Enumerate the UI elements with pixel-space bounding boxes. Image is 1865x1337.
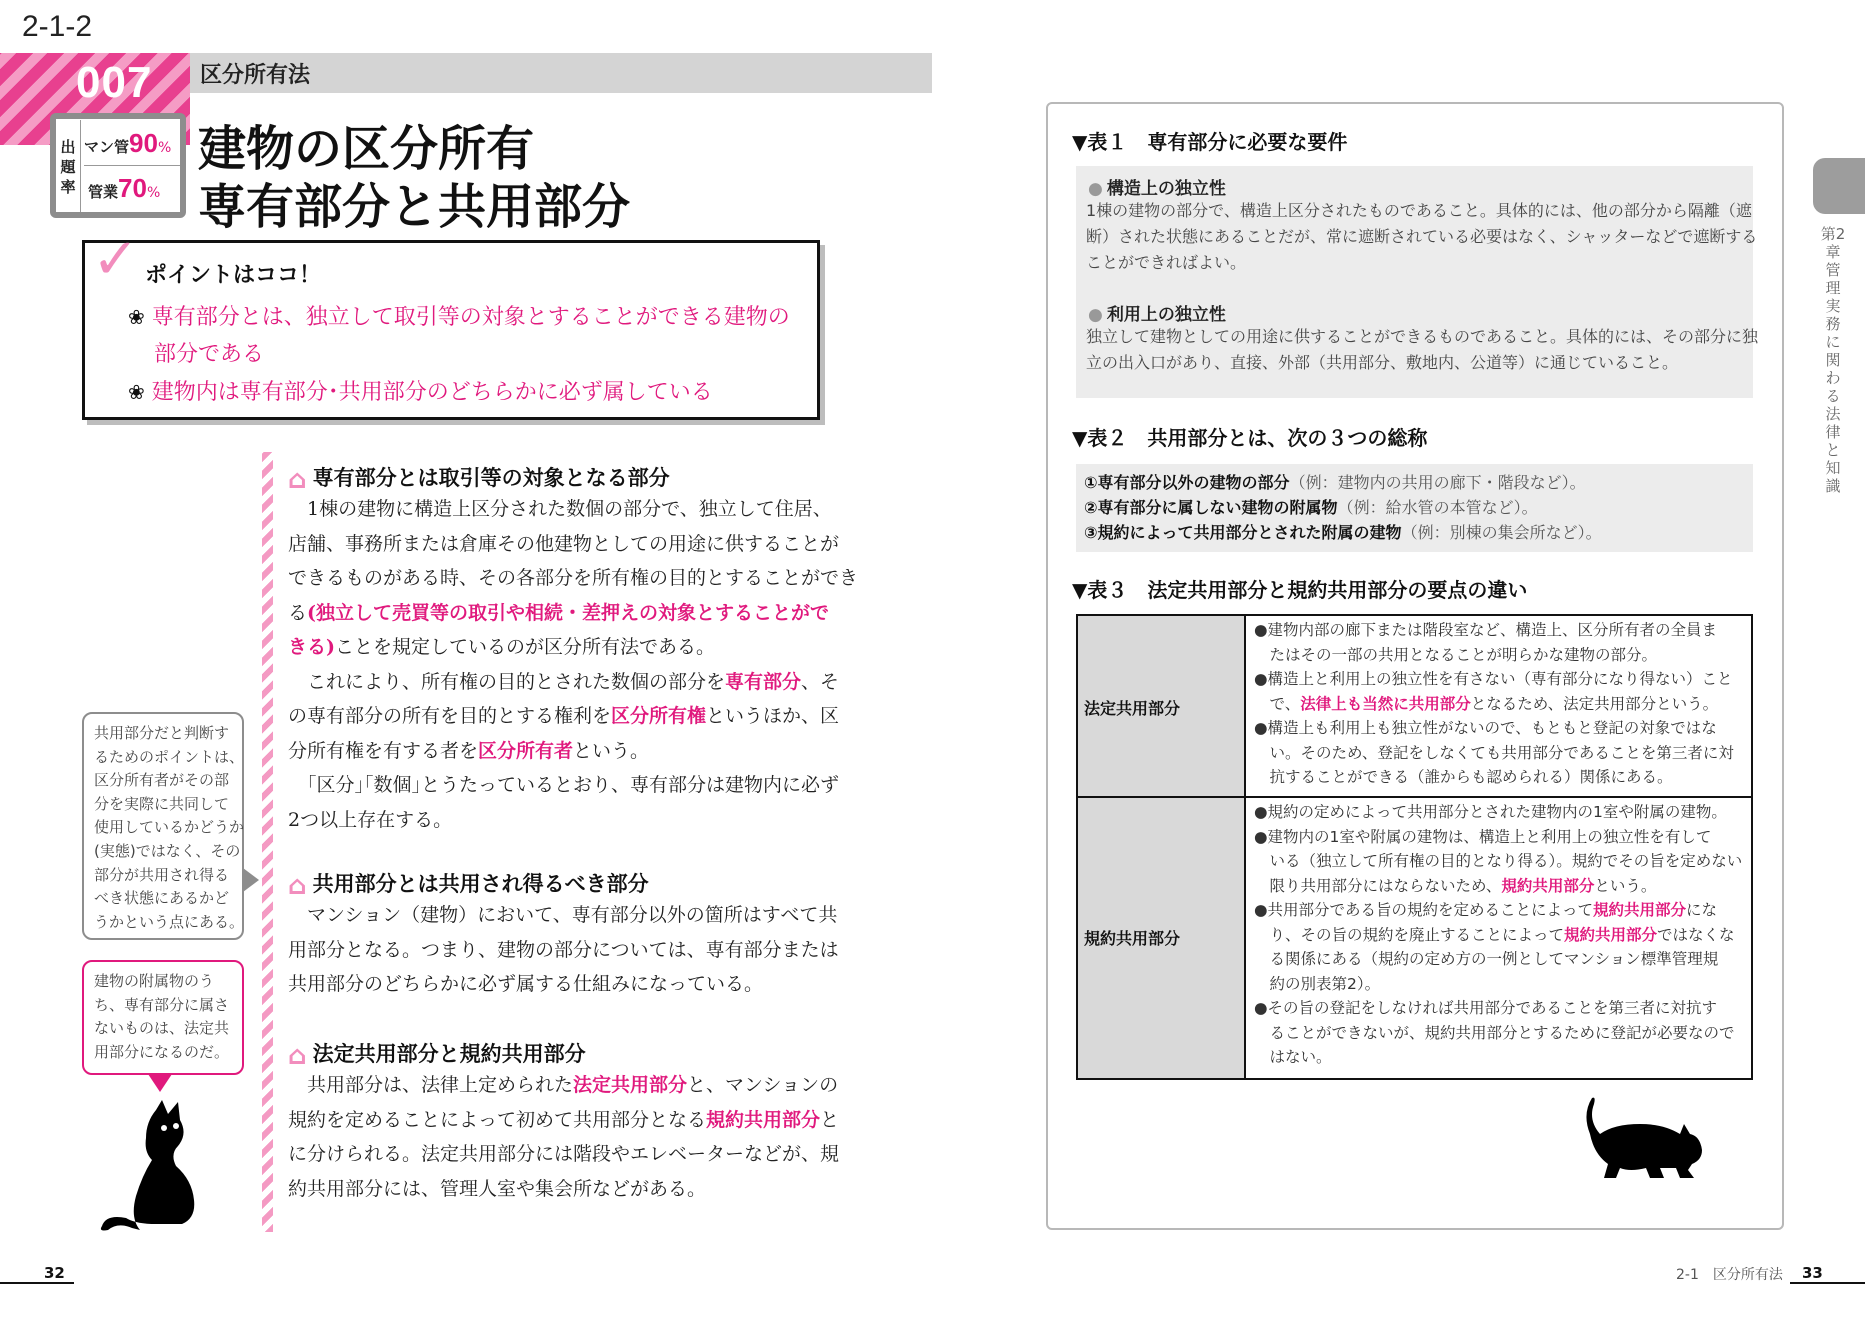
text-run: 、そ bbox=[801, 670, 840, 693]
text-run: る bbox=[288, 601, 308, 624]
note-line: (実態)ではなく、その bbox=[94, 841, 241, 860]
keyword: 規約共用部分 bbox=[1564, 925, 1658, 944]
text-run: いる（独立して所有権の目的となり得る）。規約でその旨を定めない bbox=[1254, 852, 1743, 870]
requirement-line: 独立して建物としての用途に供することができるものであること。具体的には、その部分に独 bbox=[1086, 327, 1759, 346]
exam-rate-value: 90 bbox=[129, 128, 158, 158]
house-icon: ⌂ bbox=[288, 1041, 307, 1071]
cat-illustration bbox=[96, 1100, 226, 1235]
note-line: るためのポイントは、 bbox=[94, 747, 245, 766]
table-heading: ▼表１ 専有部分に必要な要件 bbox=[1072, 130, 1348, 154]
keyword: 法定共用部分 bbox=[573, 1074, 688, 1096]
requirement-line: 1棟の建物の部分で、構造上区分されたものであること。具体的には、他の部分から隔離（遮 bbox=[1086, 201, 1752, 220]
body-line bbox=[288, 699, 858, 734]
exam-rate-label: 出題率 bbox=[60, 138, 76, 196]
requirement-line: 断）された状態にあることだが、常に遮断されている必要はなく、シャッターなどで遮断する bbox=[1086, 227, 1758, 246]
house-icon: ⌂ bbox=[288, 871, 307, 901]
table2-list bbox=[1084, 470, 1602, 545]
list-item bbox=[1084, 470, 1602, 495]
keyword: 専有部分 bbox=[725, 670, 802, 693]
text-run: 共用部分は、法律上定められた bbox=[288, 1074, 574, 1096]
table-cell-line bbox=[1254, 996, 1742, 1021]
topic-label: 区分所有法 bbox=[200, 63, 311, 88]
note-line: べき状態にあるかど bbox=[94, 889, 230, 908]
section-body bbox=[288, 1068, 839, 1206]
side-note bbox=[82, 960, 244, 1075]
table-cell-line bbox=[1254, 643, 1734, 668]
table-cell-line bbox=[1254, 825, 1742, 850]
text-run: 約の別表第2）。 bbox=[1254, 974, 1381, 993]
page-number: 32 bbox=[44, 1264, 65, 1282]
house-icon: ⌂ bbox=[288, 465, 307, 495]
text-run: り、その旨の規約を廃止することによって bbox=[1254, 925, 1565, 944]
table-cell-line bbox=[1254, 849, 1742, 874]
keyword: 規約共用部分 bbox=[706, 1108, 821, 1131]
text-run: というほか、区 bbox=[706, 705, 840, 727]
text-run: ●構造上と利用上の独立性を有さない（専有部分になり得ない）こと bbox=[1254, 670, 1733, 688]
list-item-example: （例：建物内の共用の廊下・階段など）。 bbox=[1289, 473, 1586, 492]
table-heading: ▼表２ 共用部分とは、次の３つの総称 bbox=[1072, 426, 1428, 450]
requirement-title-text: 利用上の独立性 bbox=[1106, 305, 1226, 325]
text-run: マンション（建物）において、専有部分以外の箇所はすべて共 bbox=[288, 904, 838, 926]
exam-rate-unit: % bbox=[157, 140, 172, 156]
keyword: (独立して売買等の取引や相続・差押えの対象とすることがで bbox=[307, 601, 830, 624]
page-title: 建物の区分所有 bbox=[198, 121, 535, 177]
table-cell-line bbox=[1254, 618, 1734, 643]
footer-section-label: 2-1 区分所有法 bbox=[1676, 1267, 1783, 1283]
note-line: 用部分になるのだ。 bbox=[94, 1042, 230, 1061]
body-line bbox=[288, 561, 858, 596]
section-heading bbox=[288, 1038, 586, 1071]
list-item-term: ②専有部分に属しない建物の附属物 bbox=[1084, 498, 1338, 517]
list-item bbox=[1084, 520, 1602, 545]
body-line bbox=[288, 1068, 839, 1103]
text-run: ことを規定しているのが区分所有法である。 bbox=[335, 636, 716, 658]
keyword: 規約共用部分 bbox=[1593, 901, 1687, 919]
body-line bbox=[288, 768, 858, 803]
list-item-term: ①専有部分以外の建物の部分 bbox=[1084, 473, 1290, 492]
table-cell bbox=[1254, 618, 1734, 790]
text-run: 分所有権を有する者を bbox=[288, 739, 479, 762]
requirement-title-text: 構造上の独立性 bbox=[1106, 179, 1226, 199]
section-heading-text: 共用部分とは共用され得るべき部分 bbox=[312, 872, 649, 896]
point-box-title: ポイントはココ！ bbox=[145, 263, 322, 288]
exam-rate-unit: % bbox=[146, 185, 161, 201]
text-run: で、 bbox=[1254, 694, 1301, 713]
row-label-text: 法定共用部分 bbox=[1084, 699, 1181, 718]
table-row-label bbox=[1078, 798, 1246, 1078]
text-run: ●建物内の1室や附属の建物は、構造上と利用上の独立性を有して bbox=[1254, 827, 1712, 846]
body-line bbox=[288, 933, 839, 968]
text-run: と、マンションの bbox=[687, 1074, 839, 1096]
point-item bbox=[128, 375, 713, 406]
note-line: 区分所有者がその部 bbox=[94, 771, 230, 790]
section-code: 2-1-2 bbox=[22, 10, 93, 43]
text-run: ●構造上も利用上も独立性がないので、もともと登記の対象ではな bbox=[1254, 719, 1717, 737]
text-run: 用部分となる。つまり、建物の部分については、専有部分または bbox=[288, 938, 839, 961]
section-heading bbox=[288, 868, 649, 901]
paw-icon: ❀ bbox=[128, 380, 145, 404]
text-run: ●建物内部の廊下または階段室など、構造上、区分所有者の全員ま bbox=[1254, 621, 1718, 639]
row-label-text: 規約共用部分 bbox=[1084, 929, 1181, 948]
note-line: 共用部分だと判断す bbox=[94, 724, 230, 742]
requirement-line: 立の出入口があり、直接、外部（共用部分、敷地内、公道等）に通じていること。 bbox=[1086, 353, 1679, 372]
text-run: となるため、法定共用部分という。 bbox=[1470, 694, 1719, 713]
text-run: 規約を定めることによって初めて共用部分となる bbox=[288, 1108, 707, 1131]
body-line bbox=[288, 967, 839, 1002]
table-cell-line bbox=[1254, 765, 1734, 790]
note-line: 建物の附属物のう bbox=[94, 972, 215, 990]
divider bbox=[1246, 796, 1752, 798]
paw-icon: ❀ bbox=[128, 305, 145, 329]
requirement-title bbox=[1088, 300, 1226, 325]
table-heading: ▼表３ 法定共用部分と規約共用部分の要点の違い bbox=[1072, 578, 1528, 602]
requirement-text bbox=[1086, 198, 1757, 276]
table-cell-line bbox=[1254, 947, 1742, 972]
check-icon: ✓ bbox=[92, 227, 139, 292]
divider bbox=[80, 120, 81, 212]
text-run: という。 bbox=[1594, 876, 1657, 895]
speech-tail bbox=[148, 1074, 172, 1092]
table-cell bbox=[1254, 800, 1742, 1070]
bullet-icon: ● bbox=[1088, 305, 1103, 325]
body-line bbox=[288, 734, 858, 769]
text-run: という。 bbox=[573, 739, 650, 762]
exam-rate-name: 管業 bbox=[88, 183, 119, 201]
section-body bbox=[288, 492, 858, 837]
note-line: 使用しているかどうか bbox=[94, 818, 245, 837]
section-heading bbox=[288, 462, 670, 495]
text-run: ることができないが、規約共用部分とするために登記が必要なので bbox=[1254, 1023, 1735, 1042]
text-run: 店舗、事務所または倉庫その他建物としての用途に供することが bbox=[288, 532, 840, 555]
table-cell-line bbox=[1254, 667, 1734, 692]
table-cell-line bbox=[1254, 716, 1734, 741]
table-cell-line bbox=[1254, 1021, 1742, 1046]
table-cell-line bbox=[1254, 741, 1734, 766]
text-run: ではなくな bbox=[1657, 925, 1735, 944]
note-line: 分を実際に共同して bbox=[94, 794, 230, 813]
text-run: できるものがある時、その各部分を所有権の目的とすることができ bbox=[288, 567, 859, 589]
keyword: 法律上も当然に共用部分 bbox=[1300, 694, 1471, 713]
text-run: にな bbox=[1686, 901, 1718, 919]
body-line bbox=[288, 1137, 839, 1172]
body-line bbox=[288, 665, 858, 700]
section-heading-text: 法定共用部分と規約共用部分 bbox=[312, 1042, 586, 1066]
text-run: と bbox=[820, 1108, 840, 1131]
page-subtitle: 専有部分と共用部分 bbox=[198, 179, 631, 235]
comparison-table bbox=[1076, 614, 1753, 1080]
exam-rate-value: 70 bbox=[118, 173, 147, 203]
keyword: きる) bbox=[288, 636, 335, 658]
table-cell-line bbox=[1254, 800, 1742, 825]
requirement-line: ことができればよい。 bbox=[1086, 253, 1247, 272]
note-line: ないものは、法定共 bbox=[94, 1019, 230, 1038]
requirement-title bbox=[1088, 174, 1226, 199]
exam-rate-row bbox=[84, 128, 171, 159]
text-run: の専有部分の所有を目的とする権利を bbox=[288, 705, 612, 727]
list-item-term: ③規約によって共用部分とされた附属の建物 bbox=[1084, 523, 1402, 542]
text-run: い。そのため、登記をしなくても共用部分であることを第三者に対 bbox=[1254, 743, 1734, 762]
page-number: 33 bbox=[1802, 1264, 1823, 1282]
divider bbox=[84, 165, 180, 166]
text-run: ●規約の定めによって共用部分とされた建物内の1室や附属の建物。 bbox=[1254, 803, 1727, 821]
page-rule bbox=[1790, 1282, 1865, 1284]
table-row-label bbox=[1078, 616, 1246, 798]
table-cell-line bbox=[1254, 692, 1734, 717]
keyword: 規約共用部分 bbox=[1501, 876, 1595, 895]
body-line bbox=[288, 492, 858, 527]
cat-illustration bbox=[1580, 1094, 1710, 1184]
chapter-tab[interactable] bbox=[1813, 158, 1865, 214]
text-run: ｢区分｣｢数個｣とうたっているとおり、専有部分は建物内に必ず bbox=[288, 774, 840, 796]
text-run: ●共用部分である旨の規約を定めることによって bbox=[1254, 901, 1594, 919]
text-run: 共用部分のどちらかに必ず属する仕組みになっている。 bbox=[288, 973, 764, 995]
body-line bbox=[288, 898, 839, 933]
text-run: はない。 bbox=[1254, 1048, 1332, 1066]
section-heading-text: 専有部分とは取引等の対象となる部分 bbox=[312, 466, 670, 490]
table-cell-line bbox=[1254, 898, 1742, 923]
body-line bbox=[288, 596, 858, 631]
keyword: 区分所有者 bbox=[478, 739, 574, 762]
point-item bbox=[128, 300, 790, 331]
text-run: ●その旨の登記をしなければ共用部分であることを第三者に対抗す bbox=[1254, 999, 1718, 1017]
section-body bbox=[288, 898, 839, 1002]
list-item-example: （例：別棟の集会所など）。 bbox=[1401, 523, 1602, 542]
list-item-example: （例：給水管の本管など）。 bbox=[1337, 498, 1538, 517]
body-line bbox=[288, 803, 858, 838]
text-run: これにより、所有権の目的とされた数個の部分を bbox=[288, 670, 726, 693]
text-run: 抗することができる（誰からも認められる）関係にある。 bbox=[1254, 768, 1673, 786]
speech-tail bbox=[243, 868, 259, 892]
text-run: る関係にある（規約の定め方の一例としてマンション標準管理規 bbox=[1254, 950, 1719, 968]
table-cell-line bbox=[1254, 972, 1742, 997]
item-number: 007 bbox=[76, 58, 153, 107]
text-run: 1棟の建物に構造上区分された数個の部分で、独立して住居、 bbox=[288, 498, 832, 520]
exam-rate-name: マン管 bbox=[84, 138, 130, 156]
page-rule bbox=[0, 1282, 74, 1284]
body-line bbox=[288, 1172, 839, 1207]
text-run: 約共用部分には、管理人室や集会所などがある。 bbox=[288, 1177, 707, 1200]
note-line: ち、専有部分に属さ bbox=[94, 995, 230, 1014]
bullet-icon: ● bbox=[1088, 179, 1103, 199]
side-note bbox=[82, 712, 244, 940]
text-run: に分けられる。法定共用部分には階段やエレベーターなどが、規 bbox=[288, 1143, 840, 1165]
table-cell-line bbox=[1254, 874, 1742, 899]
note-line: うかという点にある。 bbox=[94, 912, 245, 931]
exam-rate-row bbox=[88, 173, 160, 204]
text-run: 2つ以上存在する。 bbox=[288, 808, 453, 831]
margin-stripe bbox=[262, 452, 273, 1232]
text-run: たはその一部の共用となることが明らかな建物の部分。 bbox=[1254, 645, 1658, 664]
note-line: 部分が共用され得る bbox=[94, 865, 230, 884]
requirement-text bbox=[1086, 324, 1758, 376]
table-cell-line bbox=[1254, 1045, 1742, 1070]
list-item bbox=[1084, 495, 1602, 520]
table-cell-line bbox=[1254, 923, 1742, 948]
point-item-text: 専有部分とは、独立して取引等の対象とすることができる建物の bbox=[151, 305, 790, 330]
keyword: 区分所有権 bbox=[611, 705, 707, 727]
point-item-text: 建物内は専有部分･共用部分のどちらかに必ず属している bbox=[151, 380, 713, 405]
chapter-title: 第2章 管理実務に関わる法律と知識 bbox=[1820, 225, 1856, 495]
body-line bbox=[288, 527, 858, 562]
text-run: 限り共用部分にはならないため、 bbox=[1254, 876, 1502, 895]
body-line bbox=[288, 630, 858, 665]
body-line bbox=[288, 1103, 839, 1138]
point-item-continued: 部分である bbox=[154, 342, 265, 367]
